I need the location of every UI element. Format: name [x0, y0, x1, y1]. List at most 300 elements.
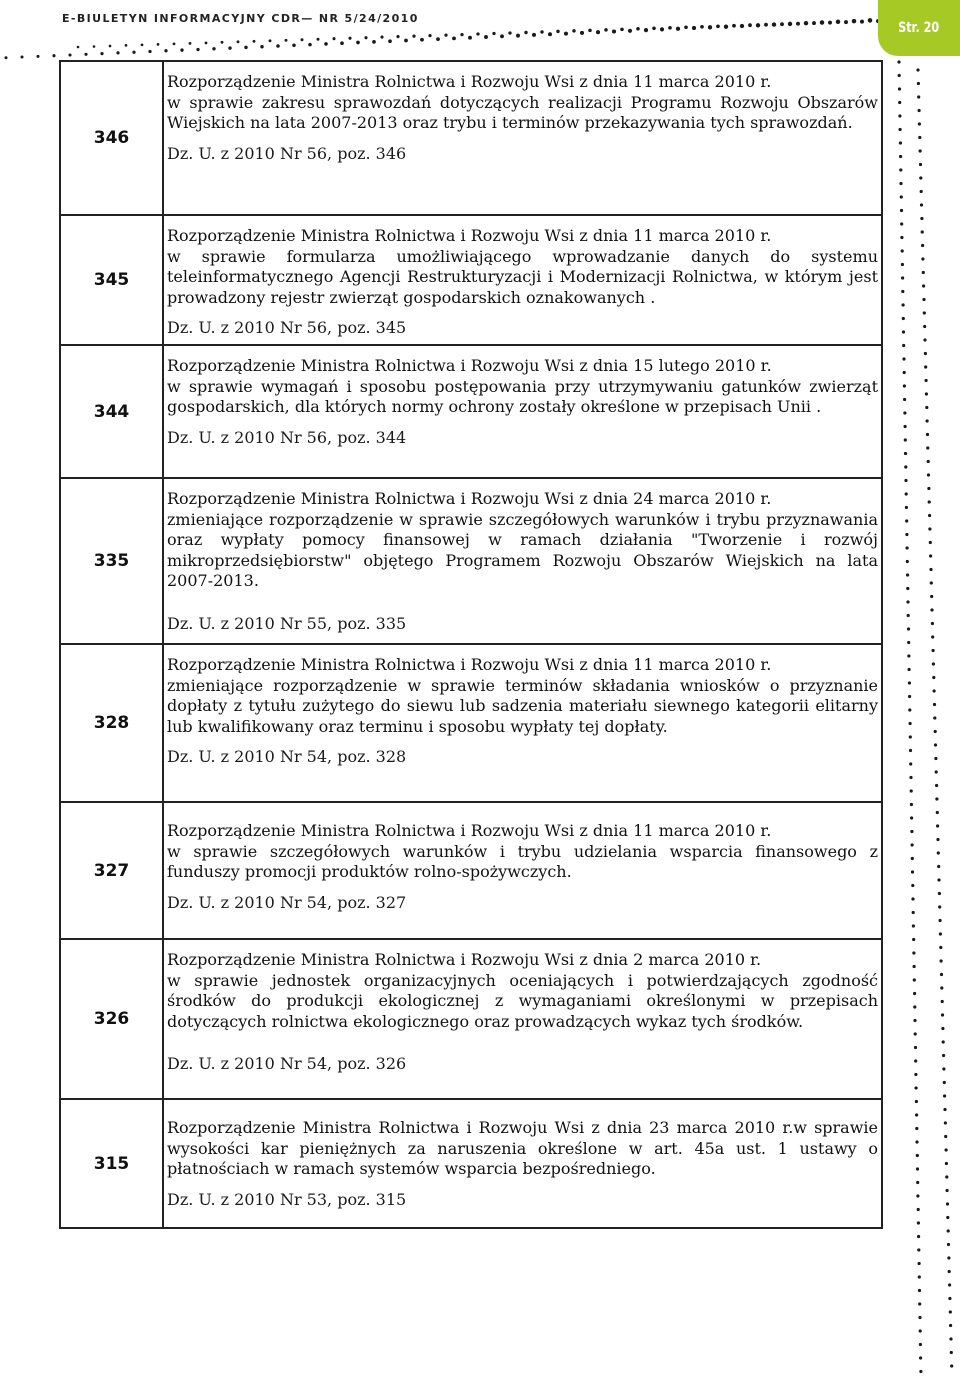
entry-content [163, 939, 882, 1099]
decorative-dot [905, 533, 908, 536]
entry-citation: Dz. U. z 2010 Nr 54, poz. 327 [167, 892, 407, 912]
decorative-dot [915, 1113, 918, 1116]
decorative-dot [918, 122, 921, 125]
decorative-dot [913, 1005, 916, 1008]
decorative-dot [910, 830, 913, 833]
decorative-dot [906, 560, 909, 563]
decorative-dot [919, 1329, 922, 1332]
decorative-dot [132, 51, 135, 54]
decorative-dot [476, 32, 479, 35]
decorative-dot [950, 1364, 953, 1367]
decorative-dot [77, 46, 80, 49]
decorative-dot [460, 33, 463, 36]
decorative-dot [914, 1073, 917, 1076]
decorative-dot [911, 870, 914, 873]
entry-content [163, 1099, 882, 1228]
decorative-dot [780, 22, 784, 26]
decorative-dot [930, 595, 933, 598]
decorative-dot [548, 32, 552, 36]
decorative-dot [915, 1100, 918, 1103]
decorative-dot [930, 608, 933, 611]
decorative-dot [909, 749, 912, 752]
table-row [60, 345, 882, 478]
decorative-dot [636, 27, 640, 31]
entry-body: w sprawie jednostek organizacyjnych oceniających i potwierdzających zgodność środków do produkcji ekologicznej z wymaganiami określonymi w przepisach dotyczących rolnictwa ekologicznego oraz prowadzących wykaz tych środków. [167, 970, 878, 1031]
entry-content [163, 644, 882, 802]
decorative-dot [919, 176, 922, 179]
decorative-dot [911, 843, 914, 846]
decorative-dot [912, 911, 915, 914]
decorative-dot [244, 46, 247, 49]
decorative-dot [941, 1000, 944, 1003]
decorative-dot [923, 325, 926, 328]
decorative-dot [388, 39, 392, 43]
decorative-dot [928, 514, 931, 517]
decorative-dot [909, 762, 912, 765]
decorative-dot [931, 622, 934, 625]
decorative-dot [380, 36, 383, 39]
decorative-dot [920, 217, 923, 220]
decorative-dot [936, 838, 939, 841]
decorative-dot [212, 47, 215, 50]
decorative-dot [157, 43, 160, 46]
decorative-dot [906, 600, 909, 603]
decorative-dot [942, 1054, 945, 1057]
entry-citation: Dz. U. z 2010 Nr 56, poz. 346 [167, 143, 407, 163]
decorative-dot [937, 878, 940, 881]
decorative-dot [911, 884, 914, 887]
decorative-dot [904, 425, 907, 428]
decorative-dot [316, 38, 319, 41]
decorative-dot [340, 41, 344, 45]
decorative-dot [919, 163, 922, 166]
decorative-dot [921, 230, 924, 233]
regulations-table [59, 60, 883, 1229]
decorative-dot [914, 1032, 917, 1035]
decorative-dot [899, 155, 902, 158]
decorative-dot [804, 21, 808, 25]
page-number-badge [878, 0, 960, 56]
decorative-dot [933, 703, 936, 706]
decorative-dot [915, 1140, 918, 1143]
decorative-dot [939, 946, 942, 949]
decorative-dot [949, 1310, 952, 1313]
decorative-dot [844, 20, 848, 24]
decorative-dot [828, 21, 832, 25]
decorative-dot [788, 22, 792, 26]
decorative-dot [898, 74, 901, 77]
decorative-dot [923, 338, 926, 341]
decorative-dot [436, 37, 440, 41]
decorative-dot [684, 25, 688, 29]
decorative-dot [914, 1059, 917, 1062]
bulletin-header-title: E-BIULETYN INFORMACYJNY CDR— NR 5/24/2010 [62, 12, 419, 25]
decorative-dot [916, 1167, 919, 1170]
decorative-dot [947, 1256, 950, 1259]
decorative-dot [913, 1019, 916, 1022]
entry-number: 346 [60, 61, 163, 215]
decorative-dot [927, 473, 930, 476]
entry-content [163, 478, 882, 644]
decorative-dot [652, 27, 656, 31]
decorative-dot [908, 695, 911, 698]
decorative-dot [937, 851, 940, 854]
entry-content [163, 345, 882, 478]
decorative-dot [945, 1148, 948, 1151]
decorative-dot [918, 1262, 921, 1265]
decorative-dot [900, 195, 903, 198]
decorative-dot [911, 857, 914, 860]
decorative-dot [903, 371, 906, 374]
table-row [60, 478, 882, 644]
entry-number: 327 [60, 802, 163, 939]
decorative-dot [612, 29, 616, 33]
decorative-dot [898, 114, 901, 117]
table-row [60, 61, 882, 215]
decorative-dot [910, 803, 913, 806]
decorative-dot [508, 31, 511, 34]
decorative-dot [928, 527, 931, 530]
decorative-dot [724, 25, 728, 29]
decorative-dot [237, 40, 240, 43]
decorative-dot [909, 722, 912, 725]
entry-number: 344 [60, 345, 163, 478]
decorative-dot [196, 48, 199, 51]
decorative-dot [932, 649, 935, 652]
decorative-dot [901, 263, 904, 266]
decorative-dot [923, 311, 926, 314]
decorative-dot [929, 568, 932, 571]
decorative-dot [902, 344, 905, 347]
entry-body: w sprawie zakresu sprawozdań dotyczących realizacji Programu Rozwoju Obszarów Wiejskich na lata 2007-2013 oraz trybu i terminów przekazywania tych sprawozdań. [167, 92, 878, 132]
decorative-dot [628, 29, 632, 33]
decorative-dot [925, 406, 928, 409]
entry-body: zmieniające rozporządzenie w sprawie szczegółowych warunków i trybu przyznawania oraz wypłaty pomocy finansowej w ramach działania "Tworzenie i rozwój mikroprzedsiębiorstw" objętego Programem Rozwoju Obszarów Wiejskich na lata 2007-2013. [167, 509, 878, 590]
decorative-dot [740, 24, 744, 28]
decorative-dot [908, 668, 911, 671]
decorative-dot [946, 1202, 949, 1205]
decorative-dot [913, 992, 916, 995]
decorative-dot [269, 39, 272, 42]
decorative-dot [228, 46, 231, 49]
decorative-dot [935, 797, 938, 800]
decorative-dot [913, 965, 916, 968]
decorative-dot [941, 1013, 944, 1016]
decorative-dot [20, 55, 23, 58]
decorative-dot [943, 1094, 946, 1097]
decorative-dot [276, 44, 280, 48]
decorative-dot [924, 365, 927, 368]
decorative-dot [899, 182, 902, 185]
decorative-dot [285, 39, 288, 42]
decorative-dot [812, 21, 816, 25]
decorative-dot [125, 44, 128, 47]
decorative-dot [540, 30, 543, 33]
decorative-dot [564, 32, 568, 36]
decorative-dot [945, 1162, 948, 1165]
decorative-dot [84, 53, 87, 56]
decorative-dot [836, 20, 841, 25]
decorative-dot [93, 45, 96, 48]
decorative-dot [918, 109, 921, 112]
decorative-dot [868, 18, 873, 23]
decorative-dot [301, 38, 304, 41]
decorative-dot [939, 932, 942, 935]
decorative-dot [420, 38, 424, 42]
decorative-dot [910, 816, 913, 819]
decorative-dot [935, 770, 938, 773]
entry-content [163, 215, 882, 345]
decorative-dot [907, 614, 910, 617]
decorative-dot [948, 1297, 951, 1300]
decorative-dot [772, 22, 776, 26]
decorative-dot [205, 41, 208, 44]
decorative-dot [348, 37, 351, 40]
decorative-dot [916, 1154, 919, 1157]
decorative-dot [905, 492, 908, 495]
decorative-dot [941, 1027, 944, 1030]
entry-title: Rozporządzenie Ministra Rolnictwa i Rozwoju Wsi z dnia 11 marca 2010 r. [167, 72, 772, 91]
decorative-dot [948, 1283, 951, 1286]
decorative-dot [906, 573, 909, 576]
decorative-dot [904, 438, 907, 441]
decorative-dot [909, 776, 912, 779]
decorative-dot [918, 136, 921, 139]
decorative-dot [902, 357, 905, 360]
decorative-dot [748, 23, 752, 27]
decorative-dot [900, 236, 903, 239]
decorative-dot [945, 1175, 948, 1178]
entry-title: Rozporządzenie Ministra Rolnictwa i Rozwoju Wsi z dnia 2 marca 2010 r. [167, 950, 762, 969]
entry-number: 315 [60, 1099, 163, 1228]
decorative-dot [596, 30, 600, 34]
decorative-dot [372, 40, 376, 44]
decorative-dot [932, 676, 935, 679]
decorative-dot [904, 479, 907, 482]
decorative-dot [308, 43, 312, 47]
decorative-dot [934, 730, 937, 733]
decorative-dot [906, 587, 909, 590]
decorative-dot [899, 128, 902, 131]
entry-title: Rozporządzenie Ministra Rolnictwa i Rozwoju Wsi z dnia 11 marca 2010 r. [167, 226, 772, 245]
table-row [60, 939, 882, 1099]
decorative-dot [912, 924, 915, 927]
decorative-dot [947, 1229, 950, 1232]
decorative-dot [36, 55, 39, 58]
decorative-dot [946, 1216, 949, 1219]
decorative-dot [580, 31, 584, 35]
decorative-dot [908, 708, 911, 711]
page-number-label: Str. 20 [898, 20, 940, 36]
decorative-dot [920, 190, 923, 193]
table-row [60, 644, 882, 802]
decorative-dot [917, 95, 920, 98]
decorative-dot [919, 1370, 922, 1373]
decorative-dot [915, 1086, 918, 1089]
decorative-dot [907, 641, 910, 644]
decorative-dot [396, 35, 399, 38]
decorative-dot [930, 581, 933, 584]
decorative-dot [936, 824, 939, 827]
table-row [60, 802, 882, 939]
entry-body: w sprawie formularza umożliwiającego wprowadzanie danych do systemu teleinformatycznego Agencji Restrukturyzacji i Modernizacji Rolnictwa, w którym jest prowadzony rejestr zwierząt gospodarskich oznakowanych . [167, 246, 878, 307]
decorative-dot [918, 1302, 921, 1305]
decorative-dot [173, 43, 176, 46]
decorative-dot [4, 56, 7, 59]
entry-body: w sprawie wymagań i sposobu postępowania przy utrzymywaniu gatunków zwierząt gospodarskich, dla których normy ochrony zostały określone w przepisach Unii . [167, 376, 878, 416]
decorative-dot [700, 25, 704, 29]
decorative-dot [932, 662, 935, 665]
decorative-dot [484, 35, 488, 39]
decorative-dot [940, 973, 943, 976]
decorative-dot [918, 1316, 921, 1319]
decorative-dot [903, 411, 906, 414]
decorative-dot [164, 49, 167, 52]
decorative-dot [644, 28, 648, 32]
entry-number: 328 [60, 644, 163, 802]
decorative-dot [938, 892, 941, 895]
entry-content [163, 61, 882, 215]
decorative-dot [356, 41, 360, 45]
decorative-dot [221, 41, 224, 44]
decorative-dot [907, 654, 910, 657]
decorative-dot [942, 1067, 945, 1070]
decorative-dot [934, 743, 937, 746]
decorative-dot [909, 735, 912, 738]
decorative-dot [324, 42, 328, 46]
decorative-dot [52, 54, 55, 57]
decorative-dot [934, 757, 937, 760]
decorative-dot [910, 789, 913, 792]
decorative-dot [180, 48, 183, 51]
decorative-dot [253, 40, 256, 43]
decorative-dot [796, 22, 800, 26]
entry-citation: Dz. U. z 2010 Nr 55, poz. 335 [167, 613, 407, 633]
decorative-dot [900, 209, 903, 212]
decorative-dot [917, 1235, 920, 1238]
entry-number: 345 [60, 215, 163, 345]
entry-number: 335 [60, 478, 163, 644]
decorative-dot [100, 52, 103, 55]
decorative-dot [524, 31, 527, 34]
entry-body: w sprawie szczegółowych warunków i trybu udzielania wsparcia finansowego z funduszy promocji produktów rolno-spożywczych. [167, 841, 878, 881]
decorative-dot [936, 811, 939, 814]
decorative-dot [944, 1121, 947, 1124]
decorative-dot [905, 506, 908, 509]
decorative-dot [942, 1040, 945, 1043]
entry-title: Rozporządzenie Ministra Rolnictwa i Rozwoju Wsi z dnia 11 marca 2010 r. [167, 821, 772, 840]
decorative-dot [927, 487, 930, 490]
decorative-dot [949, 1324, 952, 1327]
decorative-dot [943, 1081, 946, 1084]
decorative-dot [332, 37, 335, 40]
decorative-dot [940, 986, 943, 989]
decorative-dot [903, 398, 906, 401]
decorative-dot [756, 23, 760, 27]
decorative-dot [901, 276, 904, 279]
decorative-dot [68, 53, 71, 56]
decorative-dot [904, 465, 907, 468]
entry-title: Rozporządzenie Ministra Rolnictwa i Rozwoju Wsi z dnia 24 marca 2010 r. [167, 489, 772, 508]
decorative-dot [921, 257, 924, 260]
decorative-dot [918, 1275, 921, 1278]
decorative-dot [904, 452, 907, 455]
decorative-dot [943, 1108, 946, 1111]
decorative-dot [908, 681, 911, 684]
decorative-dot [189, 42, 192, 45]
decorative-dot [906, 546, 909, 549]
decorative-dot [820, 20, 825, 25]
decorative-dot [938, 905, 941, 908]
decorative-dot [912, 951, 915, 954]
entry-title: Rozporządzenie Ministra Rolnictwa i Rozwoju Wsi z dnia 11 marca 2010 r. [167, 655, 772, 674]
decorative-dot [260, 45, 263, 48]
decorative-dot [926, 433, 929, 436]
decorative-dot [898, 87, 901, 90]
decorative-dot [917, 1221, 920, 1224]
decorative-dot [516, 34, 520, 38]
decorative-dot [898, 101, 901, 104]
decorative-dot [444, 33, 447, 36]
entry-citation: Dz. U. z 2010 Nr 54, poz. 328 [167, 747, 407, 766]
decorative-dot [148, 50, 151, 53]
decorative-dot [412, 35, 415, 38]
decorative-dot [920, 203, 923, 206]
decorative-dot [532, 33, 536, 37]
decorative-dot [901, 290, 904, 293]
decorative-dot [928, 500, 931, 503]
decorative-dot [912, 938, 915, 941]
decorative-dot [900, 222, 903, 225]
decorative-dot [935, 784, 938, 787]
decorative-dot [141, 44, 144, 47]
decorative-dot [911, 897, 914, 900]
decorative-dot [916, 1194, 919, 1197]
decorative-dot [668, 26, 672, 30]
decorative-dot [860, 20, 864, 24]
decorative-dot [556, 30, 559, 33]
decorative-dot [913, 978, 916, 981]
decorative-dot [933, 716, 936, 719]
decorative-dot [897, 60, 900, 63]
decorative-dot [901, 249, 904, 252]
entry-citation: Dz. U. z 2010 Nr 53, poz. 315 [167, 1189, 407, 1209]
entry-citation: Dz. U. z 2010 Nr 54, poz. 326 [167, 1054, 407, 1073]
decorative-dot [903, 384, 906, 387]
decorative-dot [937, 865, 940, 868]
decorative-dot [929, 554, 932, 557]
decorative-dot [933, 689, 936, 692]
decorative-dot [919, 149, 922, 152]
decorative-dot [764, 23, 768, 27]
decorative-dot [676, 27, 680, 31]
entry-content [163, 802, 882, 939]
decorative-dot [492, 32, 495, 35]
decorative-dot [899, 141, 902, 144]
decorative-dot [927, 460, 930, 463]
decorative-dot [922, 284, 925, 287]
decorative-dot [716, 24, 720, 28]
decorative-dot [929, 541, 932, 544]
decorative-dot [500, 34, 504, 38]
decorative-dot [925, 392, 928, 395]
entry-citation: Dz. U. z 2010 Nr 56, poz. 345 [167, 318, 407, 337]
entry-body: zmieniające rozporządzenie w sprawie terminów składania wniosków o przyznanie dopłaty z tytułu zużytego do siewu lub sadzenia materiału siewnego kategorii elitarny lub kwalifikowany oraz terminu i sposobu wypłaty tej dopłaty. [167, 675, 878, 736]
decorative-dot [922, 298, 925, 301]
decorative-dot [914, 1046, 917, 1049]
decorative-dot [588, 29, 592, 33]
decorative-dot [404, 39, 408, 43]
